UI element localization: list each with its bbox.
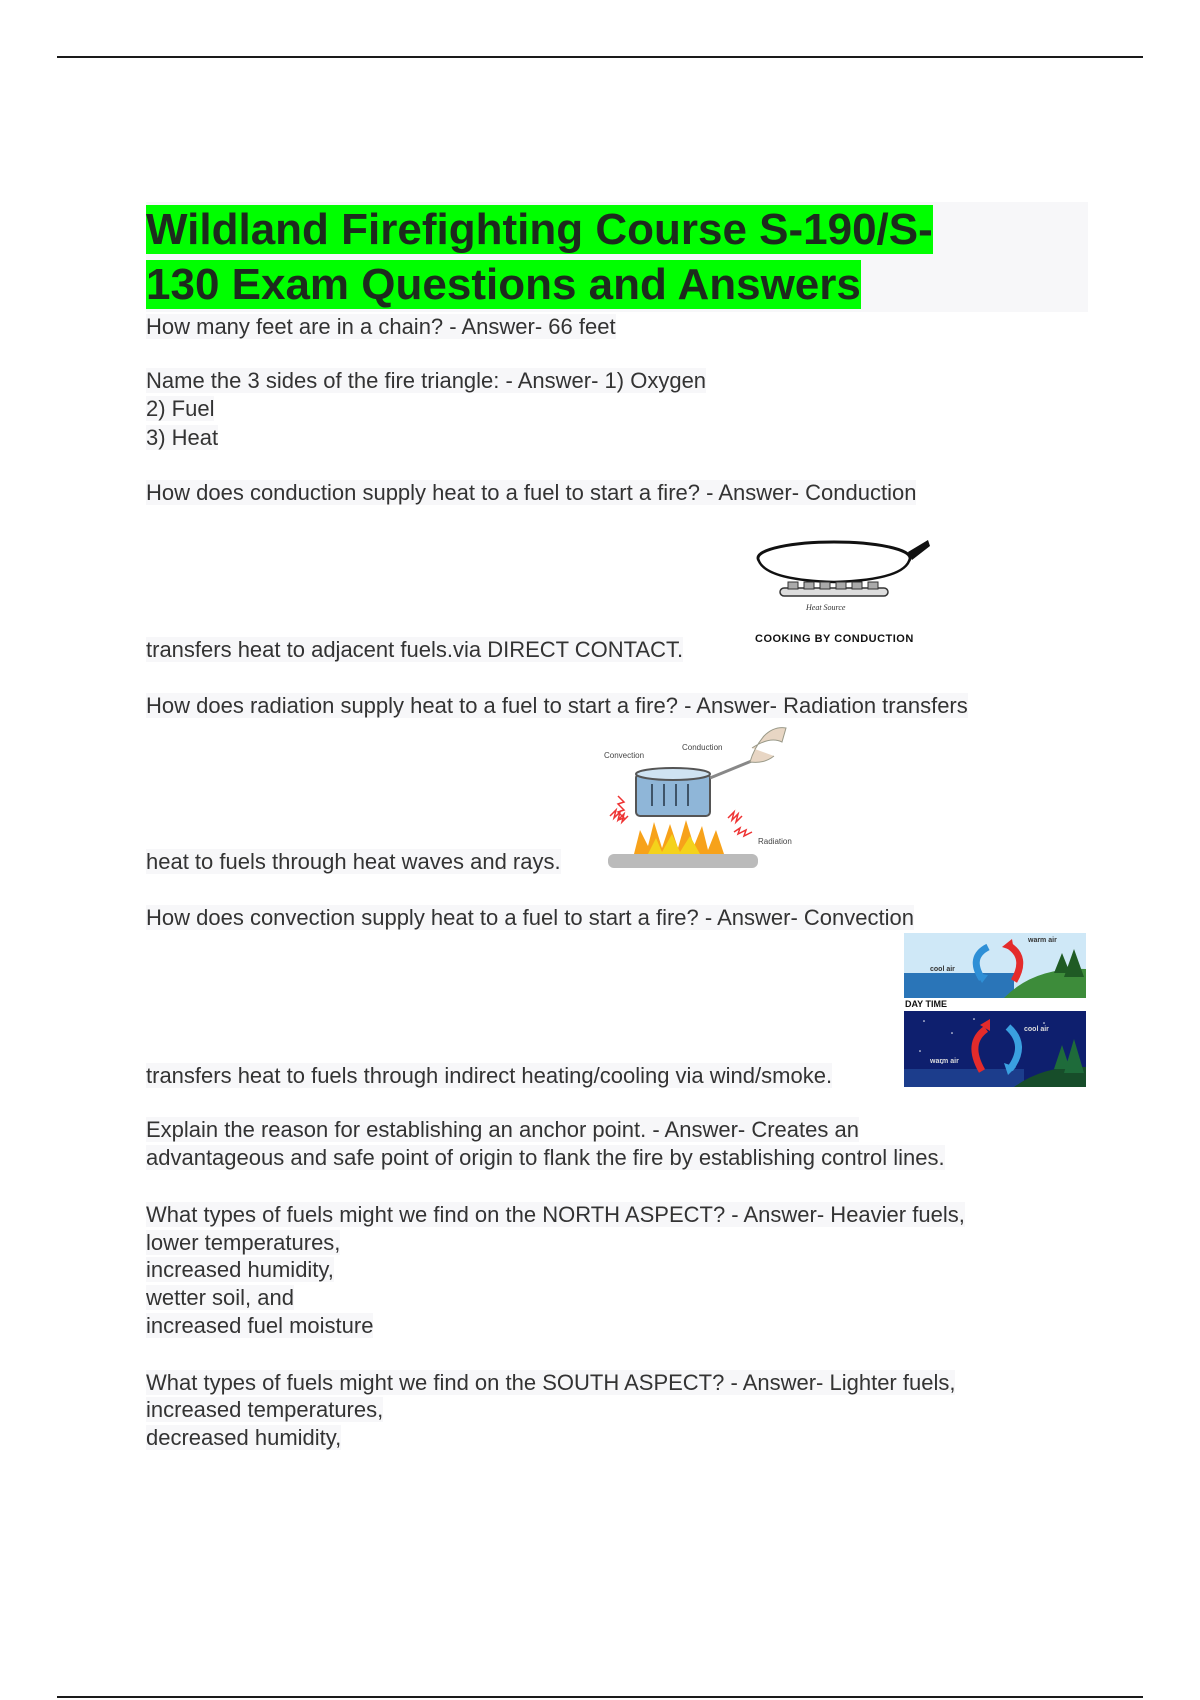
radiation-illustration bbox=[604, 726, 794, 872]
top-rule bbox=[57, 56, 1143, 58]
convection-label: Convection bbox=[604, 751, 645, 760]
text-line: How many feet are in a chain? - Answer- 66 feet bbox=[146, 314, 616, 339]
day-time-caption: DAY TIME bbox=[905, 999, 948, 1009]
convection-day-illustration bbox=[904, 933, 1086, 998]
text-line: Name the 3 sides of the fire triangle: - Answer- 1) Oxygen bbox=[146, 368, 707, 393]
text-line: decreased humidity, bbox=[146, 1425, 342, 1450]
text-line: How does radiation supply heat to a fuel to start a fire? - Answer- Radiation transfers bbox=[146, 693, 968, 718]
conduction-caption: COOKING BY CONDUCTION bbox=[755, 633, 914, 645]
text-line: Explain the reason for establishing an anchor point. - Answer- Creates an bbox=[146, 1117, 859, 1142]
text-line: How does conduction supply heat to a fuel to start a fire? - Answer- Conduction bbox=[146, 480, 917, 505]
night-warm-air-label: warm air bbox=[930, 1058, 959, 1065]
text-line: wetter soil, and bbox=[146, 1285, 294, 1310]
title-block bbox=[146, 202, 1088, 312]
text-line: increased temperatures, bbox=[146, 1397, 384, 1422]
text-line: How does convection supply heat to a fuel to start a fire? - Answer- Convection bbox=[146, 905, 914, 930]
text-line: 3) Heat bbox=[146, 425, 219, 450]
text-line: advantageous and safe point of origin to flank the fire by establishing control lines. bbox=[146, 1145, 945, 1170]
text-line: transfers heat to adjacent fuels.via DIRECT CONTACT. bbox=[146, 637, 684, 662]
heat-source-label: Heat Source bbox=[806, 603, 846, 612]
frying-pan-illustration bbox=[752, 532, 932, 614]
warm-air-label: warm air bbox=[1028, 937, 1057, 944]
text-line: transfers heat to fuels through indirect heating/cooling via wind/smoke. bbox=[146, 1063, 833, 1088]
text-line: What types of fuels might we find on the NORTH ASPECT? - Answer- Heavier fuels, bbox=[146, 1202, 965, 1227]
title-line-1: Wildland Firefighting Course S-190/S- bbox=[146, 205, 933, 254]
text-line: 2) Fuel bbox=[146, 396, 215, 421]
text-line: What types of fuels might we find on the SOUTH ASPECT? - Answer- Lighter fuels, bbox=[146, 1370, 956, 1395]
text-line: increased humidity, bbox=[146, 1257, 334, 1282]
page-title bbox=[146, 202, 1088, 312]
conduction-label: Conduction bbox=[682, 743, 723, 752]
text-line: lower temperatures, bbox=[146, 1230, 341, 1255]
convection-night-illustration bbox=[904, 1011, 1086, 1087]
cool-air-label: cool air bbox=[930, 966, 955, 973]
radiation-label: Radiation bbox=[758, 837, 792, 846]
title-line-2: 130 Exam Questions and Answers bbox=[146, 260, 861, 309]
bottom-rule bbox=[57, 1696, 1143, 1698]
text-line: heat to fuels through heat waves and rays. bbox=[146, 849, 561, 874]
night-cool-air-label: cool air bbox=[1024, 1026, 1049, 1033]
text-line: increased fuel moisture bbox=[146, 1313, 374, 1338]
